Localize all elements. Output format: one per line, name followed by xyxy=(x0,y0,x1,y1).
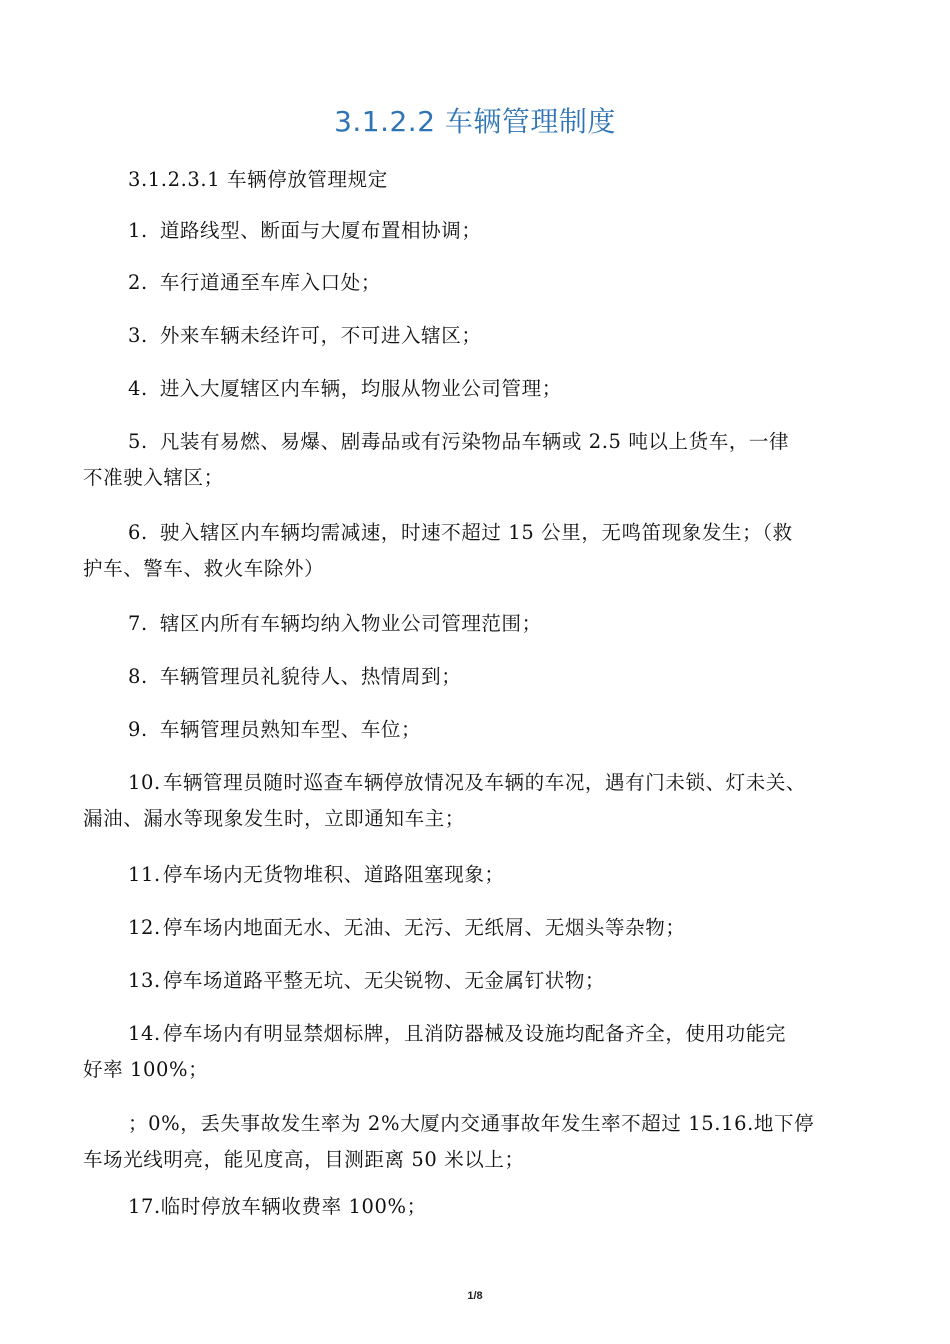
item-number: 10. xyxy=(128,771,161,794)
item-text: 车行道通至车库入口处； xyxy=(159,271,381,294)
list-item xyxy=(83,318,873,354)
document-title: 3.1.2.2 车辆管理制度 xyxy=(334,105,616,138)
item-number: 5. xyxy=(128,430,148,453)
item-text: 道路线型、断面与大厦布置相协调； xyxy=(159,219,482,242)
item-number: 4. xyxy=(128,377,148,400)
item-continuation: 好率 100%； xyxy=(83,1058,209,1081)
list-item xyxy=(83,213,873,249)
list-item xyxy=(83,765,873,837)
page-number: 1/8 xyxy=(467,1290,483,1302)
list-item xyxy=(83,712,873,748)
section-heading xyxy=(83,162,873,198)
item-text: 进入大厦辖区内车辆，均服从物业公司管理； xyxy=(159,377,562,400)
item-text: 车辆管理员随时巡查车辆停放情况及车辆的车况，遇有门未锁、灯未关、 xyxy=(162,771,807,794)
item-text: 停车场内无货物堆积、道路阻塞现象； xyxy=(162,863,505,886)
list-item xyxy=(83,371,873,407)
list-item xyxy=(83,1106,873,1178)
item-text: 驶入辖区内车辆均需减速，时速不超过 15 公里，无鸣笛现象发生；（救 xyxy=(159,521,793,544)
item-text: 车辆管理员礼貌待人、热情周到； xyxy=(159,665,462,688)
item-text: ；0%，丢失事故发生率为 2%大厦内交通事故年发生率不超过 15.16.地下停 xyxy=(128,1112,815,1135)
item-number: 6. xyxy=(128,521,148,544)
list-item xyxy=(83,1189,873,1225)
item-text: 辖区内所有车辆均纳入物业公司管理范围； xyxy=(159,612,542,635)
item-text: 凡装有易燃、易爆、剧毒品或有污染物品车辆或 2.5 吨以上货车，一律 xyxy=(159,430,790,453)
item-text: 停车场内地面无水、无油、无污、无纸屑、无烟头等杂物； xyxy=(162,916,686,939)
list-item xyxy=(83,1016,873,1088)
item-continuation: 不准驶入辖区； xyxy=(83,466,224,489)
item-number: 7. xyxy=(128,612,148,635)
item-text: 停车场内有明显禁烟标牌，且消防器械及设施均配备齐全，使用功能完 xyxy=(162,1022,786,1045)
item-text: 17.临时停放车辆收费率 100%； xyxy=(128,1195,427,1218)
item-number: 11. xyxy=(128,863,161,886)
item-continuation: 车场光线明亮，能见度高，目测距离 50 米以上； xyxy=(83,1148,525,1171)
list-item xyxy=(83,963,873,999)
item-text: 车辆管理员熟知车型、车位； xyxy=(159,718,422,741)
section-heading-text: 3.1.2.3.1 车辆停放管理规定 xyxy=(128,168,388,191)
list-item xyxy=(83,659,873,695)
list-item xyxy=(83,265,873,301)
item-number: 8. xyxy=(128,665,148,688)
item-text: 外来车辆未经许可，不可进入辖区； xyxy=(159,324,482,347)
item-number: 14. xyxy=(128,1022,161,1045)
list-item xyxy=(83,424,873,496)
list-item xyxy=(83,857,873,893)
list-item xyxy=(83,515,873,587)
item-number: 2. xyxy=(128,271,148,294)
item-number: 13. xyxy=(128,969,161,992)
item-continuation: 漏油、漏水等现象发生时，立即通知车主； xyxy=(83,807,465,830)
list-item xyxy=(83,910,873,946)
item-number: 9. xyxy=(128,718,148,741)
item-number: 1. xyxy=(128,219,148,242)
list-item xyxy=(83,606,873,642)
item-number: 3. xyxy=(128,324,148,347)
item-continuation: 护车、警车、救火车除外） xyxy=(83,557,325,580)
item-number: 12. xyxy=(128,916,161,939)
item-text: 停车场道路平整无坑、无尖锐物、无金属钉状物； xyxy=(162,969,606,992)
